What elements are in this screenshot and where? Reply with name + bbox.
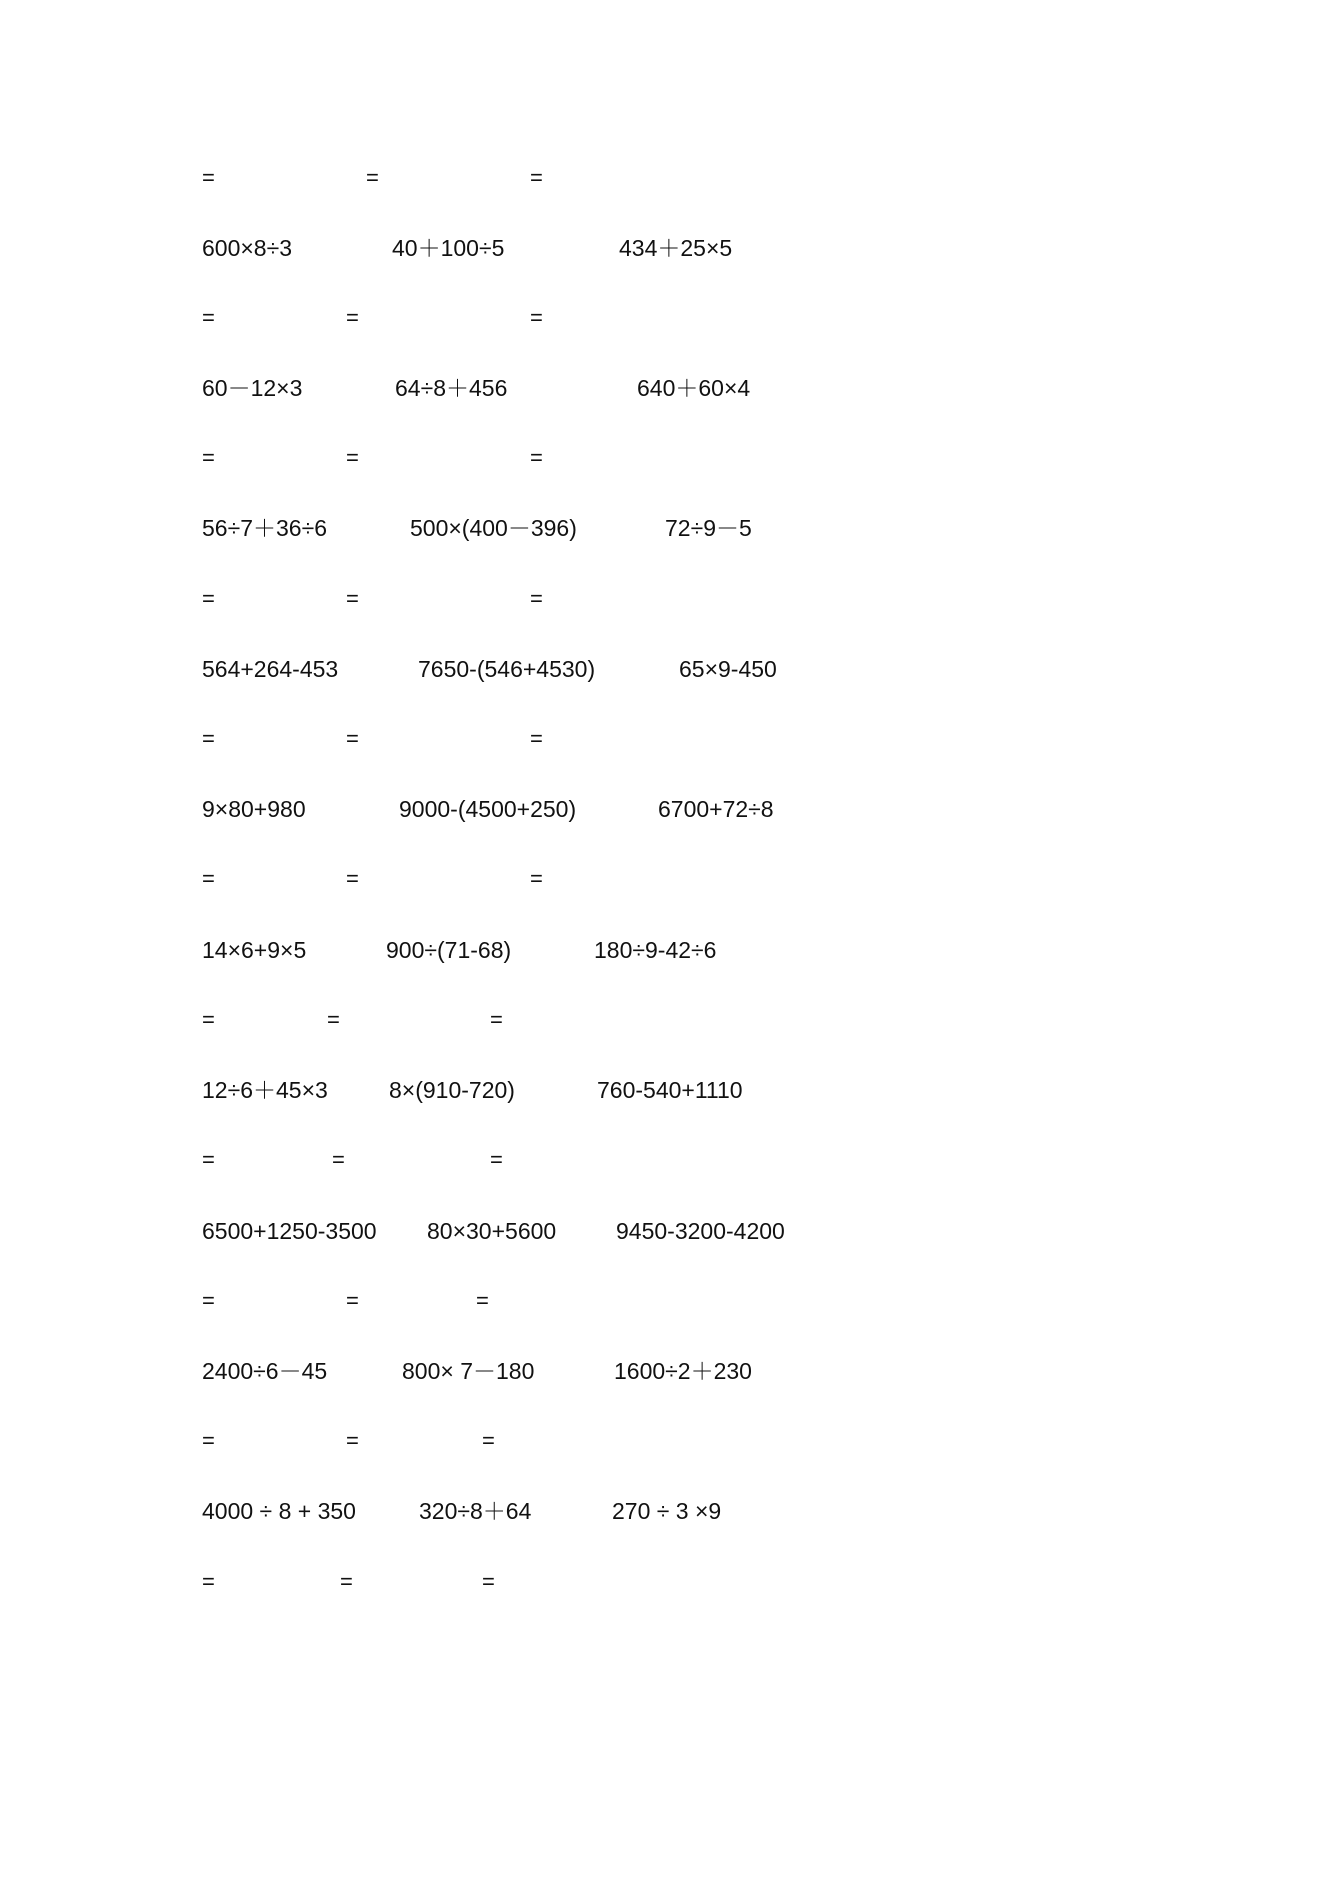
- arithmetic-problem: 6500+1250-3500: [202, 1218, 377, 1244]
- arithmetic-problem: 760-540+1110: [597, 1077, 743, 1103]
- equals-sign: =: [530, 586, 543, 611]
- arithmetic-problem: 72÷9－5: [665, 515, 752, 541]
- equals-sign: =: [482, 1428, 495, 1453]
- equals-sign: =: [202, 1569, 215, 1594]
- arithmetic-problem: 80×30+5600: [427, 1218, 557, 1244]
- equals-sign: =: [202, 1428, 215, 1453]
- equals-sign: =: [202, 165, 215, 190]
- arithmetic-problem: 500×(400－396): [410, 515, 577, 541]
- equals-sign: =: [332, 1147, 345, 1172]
- equals-row: [0, 1567, 1339, 1597]
- equals-sign: =: [530, 445, 543, 470]
- equals-row: [0, 864, 1339, 894]
- problem-row: [0, 1496, 1339, 1526]
- equals-row: [0, 163, 1339, 193]
- equals-sign: =: [202, 726, 215, 751]
- equals-sign: =: [202, 1007, 215, 1032]
- equals-sign: =: [346, 866, 359, 891]
- problem-row: [0, 935, 1339, 965]
- equals-sign: =: [202, 445, 215, 470]
- equals-row: [0, 584, 1339, 614]
- equals-sign: =: [346, 445, 359, 470]
- equals-row: [0, 1005, 1339, 1035]
- arithmetic-problem: 434＋25×5: [619, 235, 733, 261]
- arithmetic-problem: 9450-3200-4200: [616, 1218, 785, 1244]
- equals-sign: =: [490, 1147, 503, 1172]
- equals-sign: =: [327, 1007, 340, 1032]
- arithmetic-problem: 600×8÷3: [202, 235, 293, 261]
- problem-row: [0, 373, 1339, 403]
- equals-row: [0, 443, 1339, 473]
- arithmetic-problem: 40＋100÷5: [392, 235, 505, 261]
- equals-sign: =: [202, 866, 215, 891]
- arithmetic-problem: 180÷9-42÷6: [594, 937, 717, 963]
- equals-sign: =: [346, 726, 359, 751]
- arithmetic-problem: 65×9-450: [679, 656, 777, 682]
- equals-row: [0, 303, 1339, 333]
- equals-sign: =: [346, 1428, 359, 1453]
- equals-sign: =: [202, 305, 215, 330]
- problem-row: [0, 654, 1339, 684]
- arithmetic-problem: 4000 ÷ 8 + 350: [202, 1498, 356, 1524]
- equals-sign: =: [490, 1007, 503, 1032]
- equals-sign: =: [346, 1288, 359, 1313]
- arithmetic-problem: 9×80+980: [202, 796, 306, 822]
- equals-row: [0, 724, 1339, 754]
- arithmetic-problem: 7650-(546+4530): [418, 656, 596, 682]
- equals-sign: =: [346, 586, 359, 611]
- equals-sign: =: [482, 1569, 495, 1594]
- problem-row: [0, 794, 1339, 824]
- arithmetic-problem: 9000-(4500+250): [399, 796, 577, 822]
- arithmetic-problem: 800× 7－180: [402, 1358, 535, 1384]
- arithmetic-problem: 8×(910-720): [389, 1077, 515, 1103]
- equals-sign: =: [202, 1147, 215, 1172]
- equals-sign: =: [476, 1288, 489, 1313]
- problem-row: [0, 1075, 1339, 1105]
- equals-sign: =: [530, 866, 543, 891]
- equals-sign: =: [346, 305, 359, 330]
- arithmetic-problem: 12÷6＋45×3: [202, 1077, 328, 1103]
- arithmetic-problem: 56÷7＋36÷6: [202, 515, 327, 541]
- equals-row: [0, 1145, 1339, 1175]
- arithmetic-problem: 270 ÷ 3 ×9: [612, 1498, 722, 1524]
- problem-row: [0, 1356, 1339, 1386]
- arithmetic-problem: 6700+72÷8: [658, 796, 774, 822]
- equals-sign: =: [530, 165, 543, 190]
- arithmetic-problem: 14×6+9×5: [202, 937, 307, 963]
- equals-row: [0, 1426, 1339, 1456]
- equals-sign: =: [202, 586, 215, 611]
- equals-sign: =: [202, 1288, 215, 1313]
- problem-row: [0, 513, 1339, 543]
- problem-row: [0, 233, 1339, 263]
- arithmetic-problem: 64÷8＋456: [395, 375, 508, 401]
- arithmetic-problem: 1600÷2＋230: [614, 1358, 752, 1384]
- equals-sign: =: [530, 305, 543, 330]
- arithmetic-problem: 640＋60×4: [637, 375, 751, 401]
- equals-sign: =: [340, 1569, 353, 1594]
- arithmetic-problem: 564+264-453: [202, 656, 339, 682]
- equals-row: [0, 1286, 1339, 1316]
- equals-sign: =: [530, 726, 543, 751]
- arithmetic-problem: 900÷(71-68): [386, 937, 512, 963]
- arithmetic-problem: 320÷8＋64: [419, 1498, 532, 1524]
- arithmetic-problem: 60－12×3: [202, 375, 303, 401]
- equals-sign: =: [366, 165, 379, 190]
- problem-row: [0, 1216, 1339, 1246]
- arithmetic-problem: 2400÷6－45: [202, 1358, 328, 1384]
